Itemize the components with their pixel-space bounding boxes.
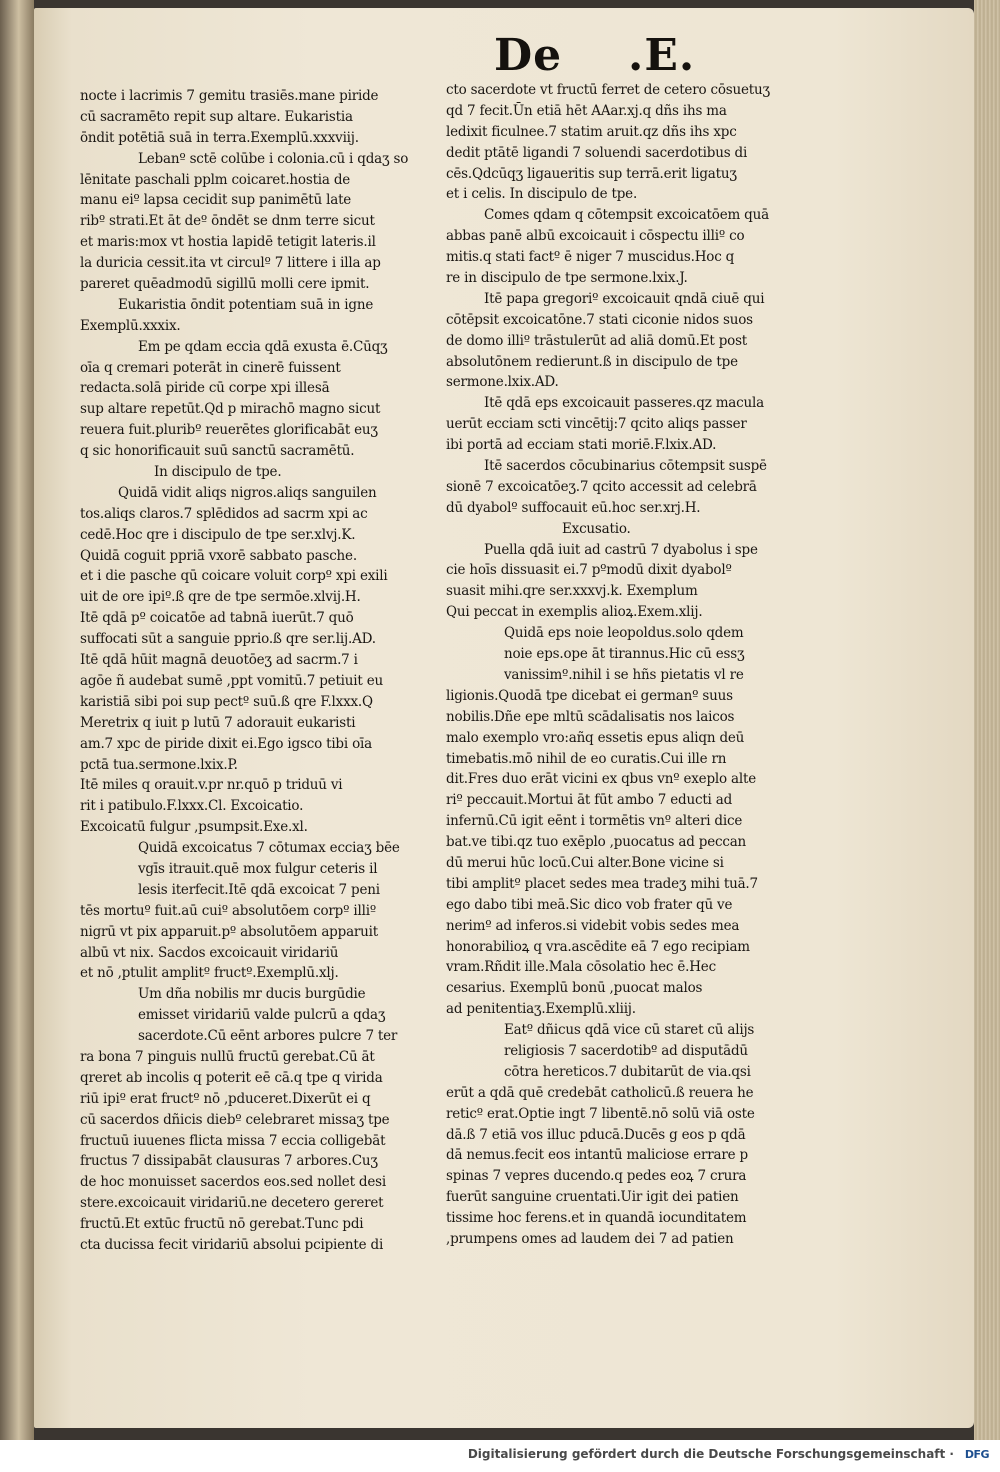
text-line: reticº erat.Optie ingt 7 libentē.nō solū viā oste xyxy=(446,1105,755,1122)
text-line: tissime hoc ferens.et in quandā iocunditatem xyxy=(446,1210,747,1227)
text-line: Quidā vidit aliqs nigros.aliqs sanguilen xyxy=(118,484,377,501)
text-line: tibi amplitº placet sedes mea tradeʒ mihi tuā.7 xyxy=(446,875,758,892)
text-line: Itē qdā eps excoicauit passeres.qz macula xyxy=(484,395,764,412)
text-line: infernū.Cū igit eēnt i tormētis vnº alteri dice xyxy=(446,813,743,830)
text-line: Excusatio. xyxy=(562,520,631,537)
running-header-letter: .E. xyxy=(628,30,696,81)
text-line: de domo illiº trāstulerūt ad aliā domū.Et post xyxy=(446,332,748,349)
text-line: dā.ß 7 etiā vos illuc pducā.Ducēs g eos p qdā xyxy=(446,1126,746,1143)
text-line: Itē miles q orauit.v.pr nr.quō p triduū vi xyxy=(80,777,343,794)
digitization-footer xyxy=(0,1440,1000,1472)
text-line: Lebanº sctē colūbe i colonia.cū i qdaʒ so xyxy=(138,150,409,167)
text-line: fructus 7 dissipabāt clausuras 7 arbores.Cuʒ xyxy=(80,1153,378,1170)
text-line: nigrū vt pix apparuit.pº absolutōem apparuit xyxy=(80,923,379,940)
text-line: redacta.solā piride cū corpe xpi illesā xyxy=(80,380,330,397)
text-line: cie hoīs dissuasit ei.7 pºmodū dixit dyabolº xyxy=(446,562,732,579)
text-line: uerūt ecciam scti vincētij:7 qcito aliqs passer xyxy=(446,416,747,433)
text-line: am.7 xpc de piride dixit ei.Ego igsco tibi oīa xyxy=(80,735,372,752)
text-line: riū ipiº erat fructº nō ,pduceret.Dixerūt ei q xyxy=(80,1090,371,1107)
text-line: suasit mihi.qre ser.xxxvj.k. Exemplum xyxy=(446,583,698,600)
text-line: la duricia cessit.ita vt circulº 7 littere i illa ap xyxy=(80,255,381,272)
text-line: ligionis.Quodā tpe dicebat ei germanº suus xyxy=(446,687,733,704)
text-line: spinas 7 vepres ducendo.q pedes eoꝝ 7 crura xyxy=(446,1168,747,1185)
text-line: mitis.q stati factº ē niger 7 muscidus.Hoc q xyxy=(446,249,735,266)
text-line: Qui peccat in exemplis alioꝝ.Exem.xlij. xyxy=(446,604,703,621)
text-line: sup altare repetūt.Qd p mirachō magno sicut xyxy=(80,401,381,418)
text-line: qreret ab incolis q poterit eē cā.q tpe q virida xyxy=(80,1069,383,1086)
text-line: stere.excoicauit viridariū.ne decetero gereret xyxy=(80,1195,384,1212)
text-line: cedē.Hoc qre i discipulo de tpe ser.xlvj.K. xyxy=(80,526,356,543)
text-line: honorabilioꝝ q vra.ascēdite eā 7 ego recipiam xyxy=(446,938,750,955)
text-line: et maris:mox vt hostia lapidē tetigit lateris.il xyxy=(80,234,376,251)
text-line: religiosis 7 sacerdotibº ad disputādū xyxy=(504,1042,748,1059)
text-line: erūt a qdā quē credebāt catholicū.ß reuera he xyxy=(446,1084,754,1101)
text-line: cū sacramēto repit sup altare. Eukaristia xyxy=(80,108,353,125)
facing-page-edge xyxy=(0,0,34,1440)
text-line: manu eiº lapsa cecidit sup panimētū late xyxy=(80,192,352,209)
text-line: malo exemplo vro:añq essetis epus aliqn deū xyxy=(446,729,745,746)
text-line: Puella qdā iuit ad castrū 7 dyabolus i spe xyxy=(484,541,758,558)
text-line: Comes qdam q cōtempsit excoicatōem quā xyxy=(484,207,769,224)
text-line: Quidā eps noie leopoldus.solo qdem xyxy=(504,625,744,642)
text-line: sionē 7 excoicatōeʒ.7 qcito accessit ad celebrā xyxy=(446,478,757,495)
text-line: lēnitate paschali pplm coicaret.hostia de xyxy=(80,171,351,188)
text-line: ibi portā ad ecciam stati moriē.F.lxix.AD. xyxy=(446,437,717,454)
text-line: rit i patibulo.F.lxxx.Cl. Excoicatio. xyxy=(80,798,304,815)
right-text-column xyxy=(446,80,786,1250)
text-line: agōe ñ audebat sumē ,ppt vomitū.7 petiuit eu xyxy=(80,672,384,689)
text-line: pareret quēadmodū sigillū molli cere ipmit. xyxy=(80,276,370,293)
text-line: In discipulo de tpe. xyxy=(154,464,282,481)
page-block-edge xyxy=(974,0,1000,1440)
text-line: q sic honorificauit suū sanctū sacramētū. xyxy=(80,443,355,460)
text-line: cōtra hereticos.7 dubitarūt de via.qsi xyxy=(504,1063,751,1080)
text-line: uit de ore ipiº.ß qre de tpe sermōe.xlvij.H. xyxy=(80,589,361,606)
text-line: pctā tua.sermone.lxix.P. xyxy=(80,756,238,773)
text-line: et i celis. In discipulo de tpe. xyxy=(446,186,638,203)
text-line: Quidā excoicatus 7 cōtumax ecciaʒ bēe xyxy=(138,840,400,857)
text-line: Itē qdā pº coicatōe ad tabnā iuerūt.7 quō xyxy=(80,610,354,627)
text-line: lesis iterfecit.Itē qdā excoicat 7 peni xyxy=(138,881,380,898)
text-line: nobilis.Dñe epe mltū scādalisatis nos laicos xyxy=(446,708,735,725)
text-line: sermone.lxix.AD. xyxy=(446,374,559,391)
text-line: qd 7 fecit.Ūn etiā hēt AAar.xj.q dñs ihs ma xyxy=(446,102,727,119)
text-line: reuera fuit.pluribº reuerētes glorificabāt euʒ xyxy=(80,422,378,439)
text-line: fuerūt sanguine cruentati.Uir igit dei patien xyxy=(446,1189,739,1206)
text-line: re in discipulo de tpe sermone.lxix.J. xyxy=(446,270,688,287)
text-line: dit.Fres duo erāt vicini ex qbus vnº exeplo alte xyxy=(446,771,756,788)
text-line: cesarius. Exemplū bonū ,puocat malos xyxy=(446,980,703,997)
text-line: et nō ,ptulit amplitº fructº.Exemplū.xlj. xyxy=(80,965,339,982)
text-line: absolutōnem redierunt.ß in discipulo de tpe xyxy=(446,353,738,370)
text-line: dedit ptātē ligandi 7 soluendi sacerdotibus di xyxy=(446,144,748,161)
text-line: bat.ve tibi.qz tuo exēplo ,puocatus ad peccan xyxy=(446,834,747,851)
text-line: oīa q cremari poterāt in cinerē fuissent xyxy=(80,359,341,376)
text-line: Itē qdā hūit magnā deuotōeʒ ad sacrm.7 i xyxy=(80,652,358,669)
text-line: dū dyabolº suffocauit eū.hoc ser.xrj.H. xyxy=(446,499,701,516)
text-line: Itē papa gregoriº excoicauit qndā ciuē qui xyxy=(484,290,765,307)
text-line: cta ducissa fecit viridariū absolui pcipiente di xyxy=(80,1236,384,1253)
text-line: ,prumpens omes ad laudem dei 7 ad patien xyxy=(446,1230,734,1247)
dfg-logo: DFG xyxy=(964,1448,990,1461)
text-line: Exemplū.xxxix. xyxy=(80,317,181,334)
text-line: ego dabo tibi meā.Sic dico vob frater qū ve xyxy=(446,896,733,913)
text-line: vgīs itrauit.quē mox fulgur ceteris il xyxy=(138,860,378,877)
text-line: nocte i lacrimis 7 gemitu trasiēs.mane piride xyxy=(80,88,379,104)
text-line: ōndit potētiā suā in terra.Exemplū.xxxviij. xyxy=(80,129,359,146)
text-line: ad penitentiaʒ.Exemplū.xliij. xyxy=(446,1001,636,1018)
text-line: Em pe qdam eccia qdā exusta ē.Cūqʒ xyxy=(138,338,388,355)
text-line: Um dña nobilis mr ducis burgūdie xyxy=(138,986,366,1003)
text-line: cōtēpsit excoicatōne.7 stati ciconie nidos suos xyxy=(446,311,753,328)
text-line: emisset viridariū valde pulcrū a qdaʒ xyxy=(138,1007,386,1024)
text-line: Meretrix q iuit p lutū 7 adorauit eukaristi xyxy=(80,714,356,731)
text-line: Eukaristia ōndit potentiam suā in igne xyxy=(118,296,374,313)
text-line: fructū.Et extūc fructū nō gerebat.Tunc pdi xyxy=(80,1216,364,1233)
text-line: ra bona 7 pinguis nullū fructū gerebat.Cū āt xyxy=(80,1048,375,1065)
text-line: Quidā coguit ppriā vxorē sabbato pasche. xyxy=(80,547,357,564)
text-line: cto sacerdote vt fructū ferret de cetero cōsuetuʒ xyxy=(446,82,770,98)
text-line: abbas panē albū excoicauit i cōspectu illiº co xyxy=(446,228,745,245)
running-header-word: De xyxy=(494,30,563,81)
text-line: cēs.Qdcūqʒ ligaueritis sup terrā.erit ligatuʒ xyxy=(446,165,737,182)
text-line: sacerdote.Cū eēnt arbores pulcre 7 ter xyxy=(138,1028,398,1045)
text-line: suffocati sūt a sanguie pprio.ß qre ser.lij.AD. xyxy=(80,631,376,648)
text-line: Eatº dñicus qdā vice cū staret cū alijs xyxy=(504,1022,755,1039)
text-line: et i die pasche qū coicare voluit corpº xpi exili xyxy=(80,568,388,585)
text-line: dū merui hūc locū.Cui alter.Bone vicine si xyxy=(446,854,724,871)
text-line: fructuū iuuenes flicta missa 7 eccia colligebāt xyxy=(80,1132,386,1149)
text-line: karistiā sibi poi sup pectº suū.ß qre F.lxxx.Q xyxy=(80,693,373,710)
left-text-column xyxy=(80,86,420,1256)
text-line: vram.Rñdit ille.Mala cōsolatio hec ē.Hec xyxy=(446,959,716,976)
text-line: cū sacerdos dñicis diebº celebraret missaʒ tpe xyxy=(80,1111,390,1128)
text-line: vanissimº.nihil i se hñs pietatis vl re xyxy=(504,666,744,683)
text-line: dā nemus.fecit eos intantū maliciose errare p xyxy=(446,1147,748,1164)
funding-credit: Digitalisierung gefördert durch die Deutsche Forschungsgemeinschaft · xyxy=(467,1447,954,1461)
text-line: riº peccauit.Mortui āt fūt ambo 7 educti ad xyxy=(446,792,733,809)
text-line: ribº strati.Et āt deº ōndēt se dnm terre sicut xyxy=(80,213,375,230)
text-line: ledixit ficulnee.7 statim aruit.qz dñs ihs xpc xyxy=(446,123,737,140)
text-line: noie eps.ope āt tirannus.Hic cū essʒ xyxy=(504,646,745,663)
text-line: tos.aliqs claros.7 splēdidos ad sacrm xpi ac xyxy=(80,505,368,522)
text-line: Excoicatū fulgur ,psumpsit.Exe.xl. xyxy=(80,819,308,836)
text-line: Itē sacerdos cōcubinarius cōtempsit suspē xyxy=(484,458,767,475)
text-line: nerimº ad inferos.si videbit vobis sedes mea xyxy=(446,917,740,934)
text-line: timebatis.mō nihil de eo curatis.Cui ille rn xyxy=(446,750,727,767)
text-line: tēs mortuº fuit.aū cuiº absolutōem corpº illiº xyxy=(80,902,376,919)
text-line: de hoc monuisset sacerdos eos.sed nollet desi xyxy=(80,1174,386,1191)
text-line: albū vt nix. Sacdos excoicauit viridariū xyxy=(80,944,339,961)
